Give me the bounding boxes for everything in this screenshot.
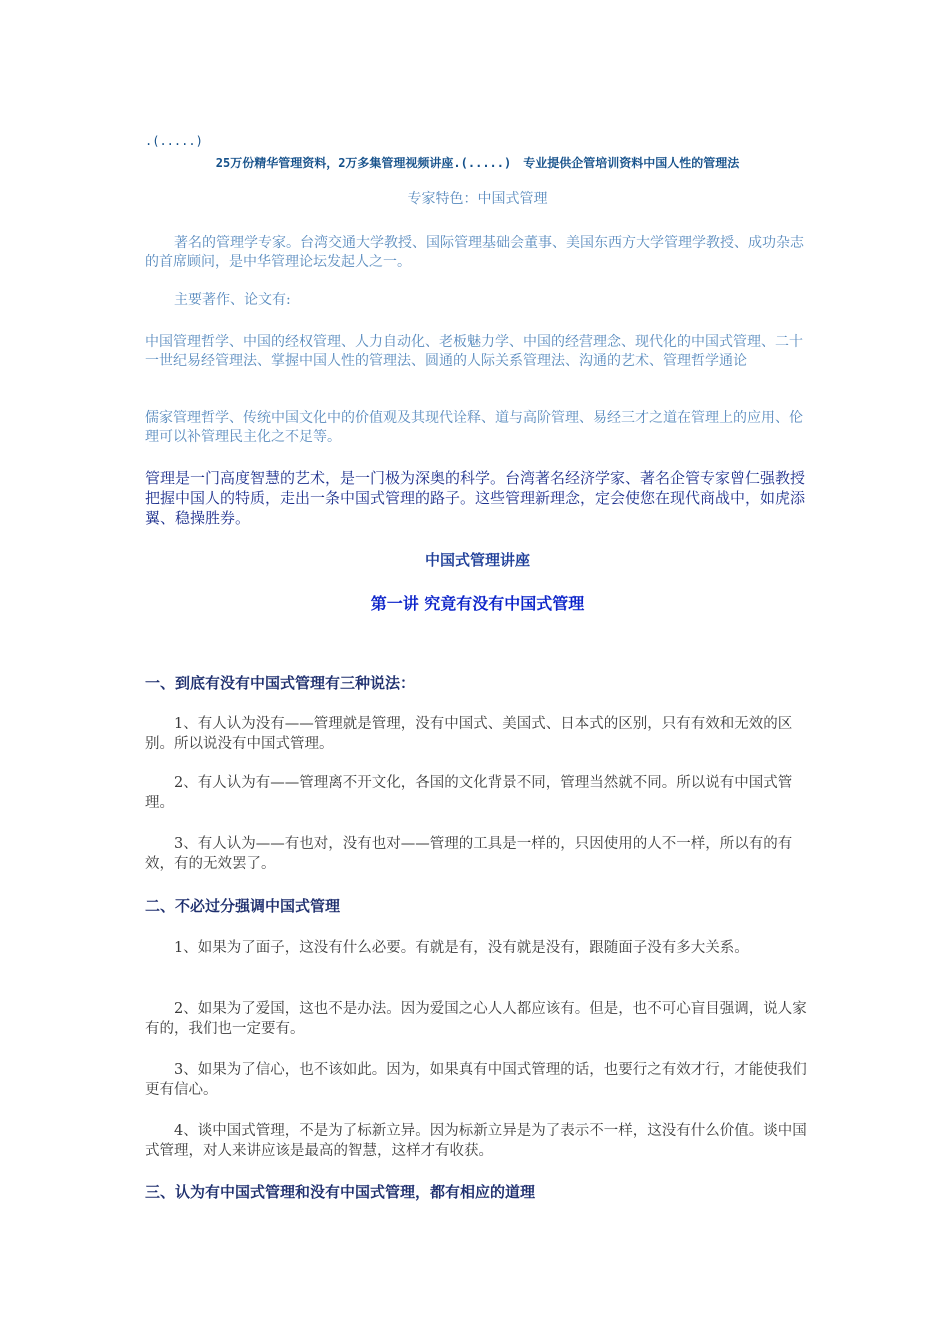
list-item: 1、有人认为没有——管理就是管理，没有中国式、美国式、日本式的区别，只有有效和无效的区别。所以说没有中国式管理。: [145, 716, 793, 752]
list-item: 4、谈中国式管理，不是为了标新立异。因为标新立异是为了表示不一样，这没有什么价值。谈中国式管理，对人来讲应该是最高的智慧，这样才有收获。: [145, 1123, 807, 1159]
list-item: 3、有人认为——有也对，没有也对——管理的工具是一样的，只因使用的人不一样，所以有的有效，有的无效罢了。: [145, 836, 793, 872]
list-item: 3、如果为了信心，也不该如此。因为，如果真有中国式管理的话，也要行之有效才行，才能使我们更有信心。: [145, 1062, 807, 1098]
section-heading: 二、不必过分强调中国式管理: [145, 897, 341, 915]
section-heading: 一、到底有没有中国式管理有三种说法：: [145, 674, 416, 692]
lesson-title: 第一讲 究竟有没有中国式管理: [370, 594, 585, 613]
section-heading: 三、认为有中国式管理和没有中国式管理，都有相应的道理: [145, 1183, 536, 1201]
bio-paragraph: 著名的管理学专家。台湾交通大学教授、国际管理基础会董事、美国东西方大学管理学教授、成功杂志的首席顾问，是中华管理论坛发起人之一。: [145, 235, 804, 270]
series-title: 中国式管理讲座: [424, 551, 530, 569]
list-item: 2、如果为了爱国，这也不是办法。因为爱国之心人人都应该有。但是，也不可心盲目强调，说人家有的，我们也一定要有。: [145, 1001, 807, 1037]
list-item: 1、如果为了面子，这没有什么必要。有就是有，没有就是没有，跟随面子没有多大关系。: [174, 940, 749, 956]
banner-line: 25万份精华管理资料，2万多集管理视频讲座.(.....) 专业提供企管培训资料中国人性的管理法: [215, 156, 740, 170]
top-marker: .(.....): [145, 134, 203, 148]
feature-line: 专家特色：中国式管理: [407, 191, 548, 207]
summary-paragraph: 管理是一门高度智慧的艺术，是一门极为深奥的科学。台湾著名经济学家、著名企管专家曾仁强教授把握中国人的特质，走出一条中国式管理的路子。这些管理新理念，定会使您在现代商战中，如虎添翼、稳操胜券。: [145, 469, 806, 527]
works-list-2: 儒家管理哲学、传统中国文化中的价值观及其现代诠释、道与高阶管理、易经三才之道在管理上的应用、伦理可以补管理民主化之不足等。: [145, 410, 803, 445]
works-list-1: 中国管理哲学、中国的经权管理、人力自动化、老板魅力学、中国的经营理念、现代化的中国式管理、二十一世纪易经管理法、掌握中国人性的管理法、圆通的人际关系管理法、沟通的艺术、管理哲学通论: [145, 334, 803, 369]
list-item: 2、有人认为有——管理离不开文化，各国的文化背景不同，管理当然就不同。所以说有中国式管理。: [145, 775, 793, 811]
works-label: 主要著作、论文有:: [174, 292, 291, 308]
